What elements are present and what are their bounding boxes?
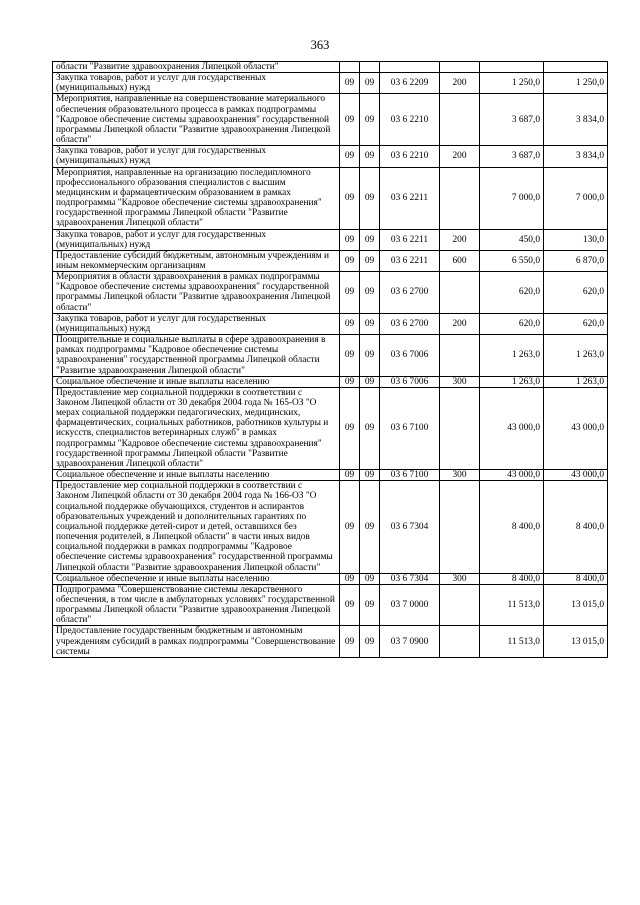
cell-code: 03 6 2211 (380, 229, 440, 250)
cell-name: Предоставление мер социальной поддержки в соответствии с Законом Липецкой области от 30 декабря 2004 года № 165-ОЗ "О мерах социальной поддержки педагогических, медицинских, фармацевтических, социальных работников, работников культуры и искусств, специалистов ветеринарных служб" в рамках подпрограммы "Кадровое обеспечение системы здравоохранения" государственной программы Липецкой области "Развитие здравоохранения Липецкой области" (53, 387, 340, 469)
cell-name: Предоставление государственным бюджетным и автономным учреждениям субсидий в рамках подпрограммы "Совершенствование системы (53, 626, 340, 657)
cell-amount-year2: 1 263,0 (544, 376, 608, 387)
table-row (53, 272, 608, 314)
cell-code: 03 6 2211 (380, 167, 440, 229)
cell-section: 09 (340, 376, 360, 387)
table-row (53, 229, 608, 250)
cell-subsection: 09 (360, 573, 380, 584)
table-row (53, 470, 608, 481)
cell-name: Социальное обеспечение и иные выплаты населению (53, 573, 340, 584)
cell-amount-year1: 1 263,0 (480, 335, 544, 377)
table-row (53, 335, 608, 377)
table-row (53, 313, 608, 334)
cell-expense-type (440, 167, 480, 229)
cell-code: 03 6 7006 (380, 335, 440, 377)
table-row (53, 573, 608, 584)
cell-expense-type (440, 94, 480, 146)
table-row (53, 167, 608, 229)
cell-amount-year2: 43 000,0 (544, 470, 608, 481)
cell-amount-year1: 3 687,0 (480, 94, 544, 146)
cell-code: 03 6 7006 (380, 376, 440, 387)
cell-amount-year2: 3 834,0 (544, 146, 608, 167)
cell-amount-year1: 43 000,0 (480, 387, 544, 469)
cell-name: Мероприятия, направленные на совершенствование материального обеспечения образовательного процесса в рамках подпрограммы "Кадровое обеспечение системы здравоохранения" государственной программы Липецкой области "Развитие здравоохранения Липецкой области" (53, 94, 340, 146)
cell-subsection: 09 (360, 313, 380, 334)
cell-expense-type (440, 62, 480, 73)
cell-amount-year1: 8 400,0 (480, 481, 544, 573)
page-number: 363 (310, 38, 330, 52)
cell-subsection: 09 (360, 167, 380, 229)
cell-subsection: 09 (360, 73, 380, 94)
cell-subsection: 09 (360, 376, 380, 387)
cell-section: 09 (340, 272, 360, 314)
cell-code: 03 6 2700 (380, 272, 440, 314)
cell-section: 09 (340, 626, 360, 657)
cell-expense-type: 200 (440, 313, 480, 334)
budget-table (52, 61, 608, 658)
cell-section: 09 (340, 584, 360, 626)
cell-subsection: 09 (360, 387, 380, 469)
cell-section: 09 (340, 481, 360, 573)
cell-subsection: 09 (360, 470, 380, 481)
cell-amount-year1: 450,0 (480, 229, 544, 250)
cell-amount-year2: 8 400,0 (544, 573, 608, 584)
cell-amount-year1: 620,0 (480, 272, 544, 314)
cell-code: 03 6 7100 (380, 470, 440, 481)
cell-amount-year1: 1 263,0 (480, 376, 544, 387)
table-row (53, 584, 608, 626)
cell-name: Закупка товаров, работ и услуг для государственных (муниципальных) нужд (53, 313, 340, 334)
cell-subsection (360, 62, 380, 73)
cell-amount-year1: 6 550,0 (480, 250, 544, 271)
cell-section: 09 (340, 146, 360, 167)
cell-subsection: 09 (360, 584, 380, 626)
cell-amount-year2: 620,0 (544, 272, 608, 314)
cell-code: 03 6 2210 (380, 146, 440, 167)
cell-code: 03 6 2210 (380, 94, 440, 146)
cell-amount-year1: 3 687,0 (480, 146, 544, 167)
cell-amount-year1: 11 513,0 (480, 584, 544, 626)
cell-name: Закупка товаров, работ и услуг для государственных (муниципальных) нужд (53, 229, 340, 250)
cell-subsection: 09 (360, 94, 380, 146)
cell-code: 03 6 2700 (380, 313, 440, 334)
table-row (53, 62, 608, 73)
cell-amount-year2: 8 400,0 (544, 481, 608, 573)
cell-amount-year1: 7 000,0 (480, 167, 544, 229)
cell-section: 09 (340, 73, 360, 94)
table-row (53, 376, 608, 387)
cell-section: 09 (340, 387, 360, 469)
table-row (53, 94, 608, 146)
cell-expense-type: 300 (440, 573, 480, 584)
cell-expense-type: 200 (440, 146, 480, 167)
cell-subsection: 09 (360, 272, 380, 314)
cell-code: 03 6 7304 (380, 573, 440, 584)
cell-section: 09 (340, 573, 360, 584)
cell-amount-year1: 43 000,0 (480, 470, 544, 481)
cell-code: 03 6 2209 (380, 73, 440, 94)
cell-section: 09 (340, 167, 360, 229)
cell-expense-type: 300 (440, 376, 480, 387)
cell-code: 03 7 0900 (380, 626, 440, 657)
cell-expense-type (440, 387, 480, 469)
cell-expense-type (440, 335, 480, 377)
cell-amount-year2: 620,0 (544, 313, 608, 334)
table-row (53, 626, 608, 657)
cell-amount-year2: 43 000,0 (544, 387, 608, 469)
cell-expense-type: 200 (440, 229, 480, 250)
cell-amount-year2: 7 000,0 (544, 167, 608, 229)
cell-amount-year1: 11 513,0 (480, 626, 544, 657)
cell-name: области "Развитие здравоохранения Липецкой области" (53, 62, 340, 73)
cell-code: 03 6 7100 (380, 387, 440, 469)
cell-subsection: 09 (360, 626, 380, 657)
cell-section: 09 (340, 94, 360, 146)
cell-code: 03 7 0000 (380, 584, 440, 626)
cell-code (380, 62, 440, 73)
cell-amount-year2 (544, 62, 608, 73)
cell-section: 09 (340, 250, 360, 271)
cell-name: Подпрограмма "Совершенствование системы лекарственного обеспечения, в том числе в амбулаторных условиях" государственной программы Липецкой области "Развитие здравоохранения Липецкой области" (53, 584, 340, 626)
cell-expense-type: 300 (440, 470, 480, 481)
table-row (53, 146, 608, 167)
table-row (53, 387, 608, 469)
cell-name: Предоставление мер социальной поддержки в соответствии с Законом Липецкой области от 30 декабря 2004 года № 166-ОЗ "О социальной поддержке обучающихся, студентов и аспирантов образовательных учреждений и дополнительных гарантиях по социальной поддержке детей-сирот и детей, оставшихся без попечения родителей, в Липецкой области" в части иных видов социальной поддержки в рамках подпрограммы "Кадровое обеспечение системы здравоохранения" государственной программы Липецкой области "Развитие здравоохранения Липецкой области" (53, 481, 340, 573)
cell-name: Поощрительные и социальные выплаты в сфере здравоохранения в рамках подпрограммы "Кадровое обеспечение системы здравоохранения" государственной программы Липецкой области "Развитие здравоохранения Липецкой области" (53, 335, 340, 377)
cell-amount-year1: 620,0 (480, 313, 544, 334)
cell-amount-year1: 8 400,0 (480, 573, 544, 584)
cell-amount-year2: 130,0 (544, 229, 608, 250)
cell-code: 03 6 2211 (380, 250, 440, 271)
cell-expense-type (440, 481, 480, 573)
cell-amount-year2: 6 870,0 (544, 250, 608, 271)
cell-name: Социальное обеспечение и иные выплаты населению (53, 470, 340, 481)
cell-section (340, 62, 360, 73)
cell-amount-year2: 1 263,0 (544, 335, 608, 377)
cell-section: 09 (340, 470, 360, 481)
cell-amount-year2: 13 015,0 (544, 584, 608, 626)
cell-amount-year1: 1 250,0 (480, 73, 544, 94)
cell-section: 09 (340, 313, 360, 334)
table-row (53, 73, 608, 94)
cell-section: 09 (340, 229, 360, 250)
cell-amount-year2: 1 250,0 (544, 73, 608, 94)
cell-name: Социальное обеспечение и иные выплаты населению (53, 376, 340, 387)
cell-expense-type (440, 584, 480, 626)
cell-expense-type (440, 272, 480, 314)
table-row (53, 481, 608, 573)
cell-subsection: 09 (360, 146, 380, 167)
cell-name: Мероприятия в области здравоохранения в рамках подпрограммы "Кадровое обеспечение системы здравоохранения" государственной программы Липецкой области "Развитие здравоохранения Липецкой области" (53, 272, 340, 314)
cell-name: Мероприятия, направленные на организацию последипломного профессионального образования специалистов с высшим медицинским и фармацевтическим образованием в рамках подпрограммы "Кадровое обеспечение системы здравоохранения" государственной программы Липецкой области "Развитие здравоохранения Липецкой области" (53, 167, 340, 229)
cell-expense-type: 600 (440, 250, 480, 271)
cell-amount-year1 (480, 62, 544, 73)
cell-amount-year2: 13 015,0 (544, 626, 608, 657)
cell-subsection: 09 (360, 250, 380, 271)
cell-subsection: 09 (360, 229, 380, 250)
cell-expense-type (440, 626, 480, 657)
cell-name: Предоставление субсидий бюджетным, автономным учреждениям и иным некоммерческим организациям (53, 250, 340, 271)
cell-section: 09 (340, 335, 360, 377)
cell-subsection: 09 (360, 481, 380, 573)
table-body (53, 62, 608, 658)
cell-expense-type: 200 (440, 73, 480, 94)
cell-code: 03 6 7304 (380, 481, 440, 573)
cell-name: Закупка товаров, работ и услуг для государственных (муниципальных) нужд (53, 146, 340, 167)
cell-amount-year2: 3 834,0 (544, 94, 608, 146)
cell-subsection: 09 (360, 335, 380, 377)
table-row (53, 250, 608, 271)
cell-name: Закупка товаров, работ и услуг для государственных (муниципальных) нужд (53, 73, 340, 94)
